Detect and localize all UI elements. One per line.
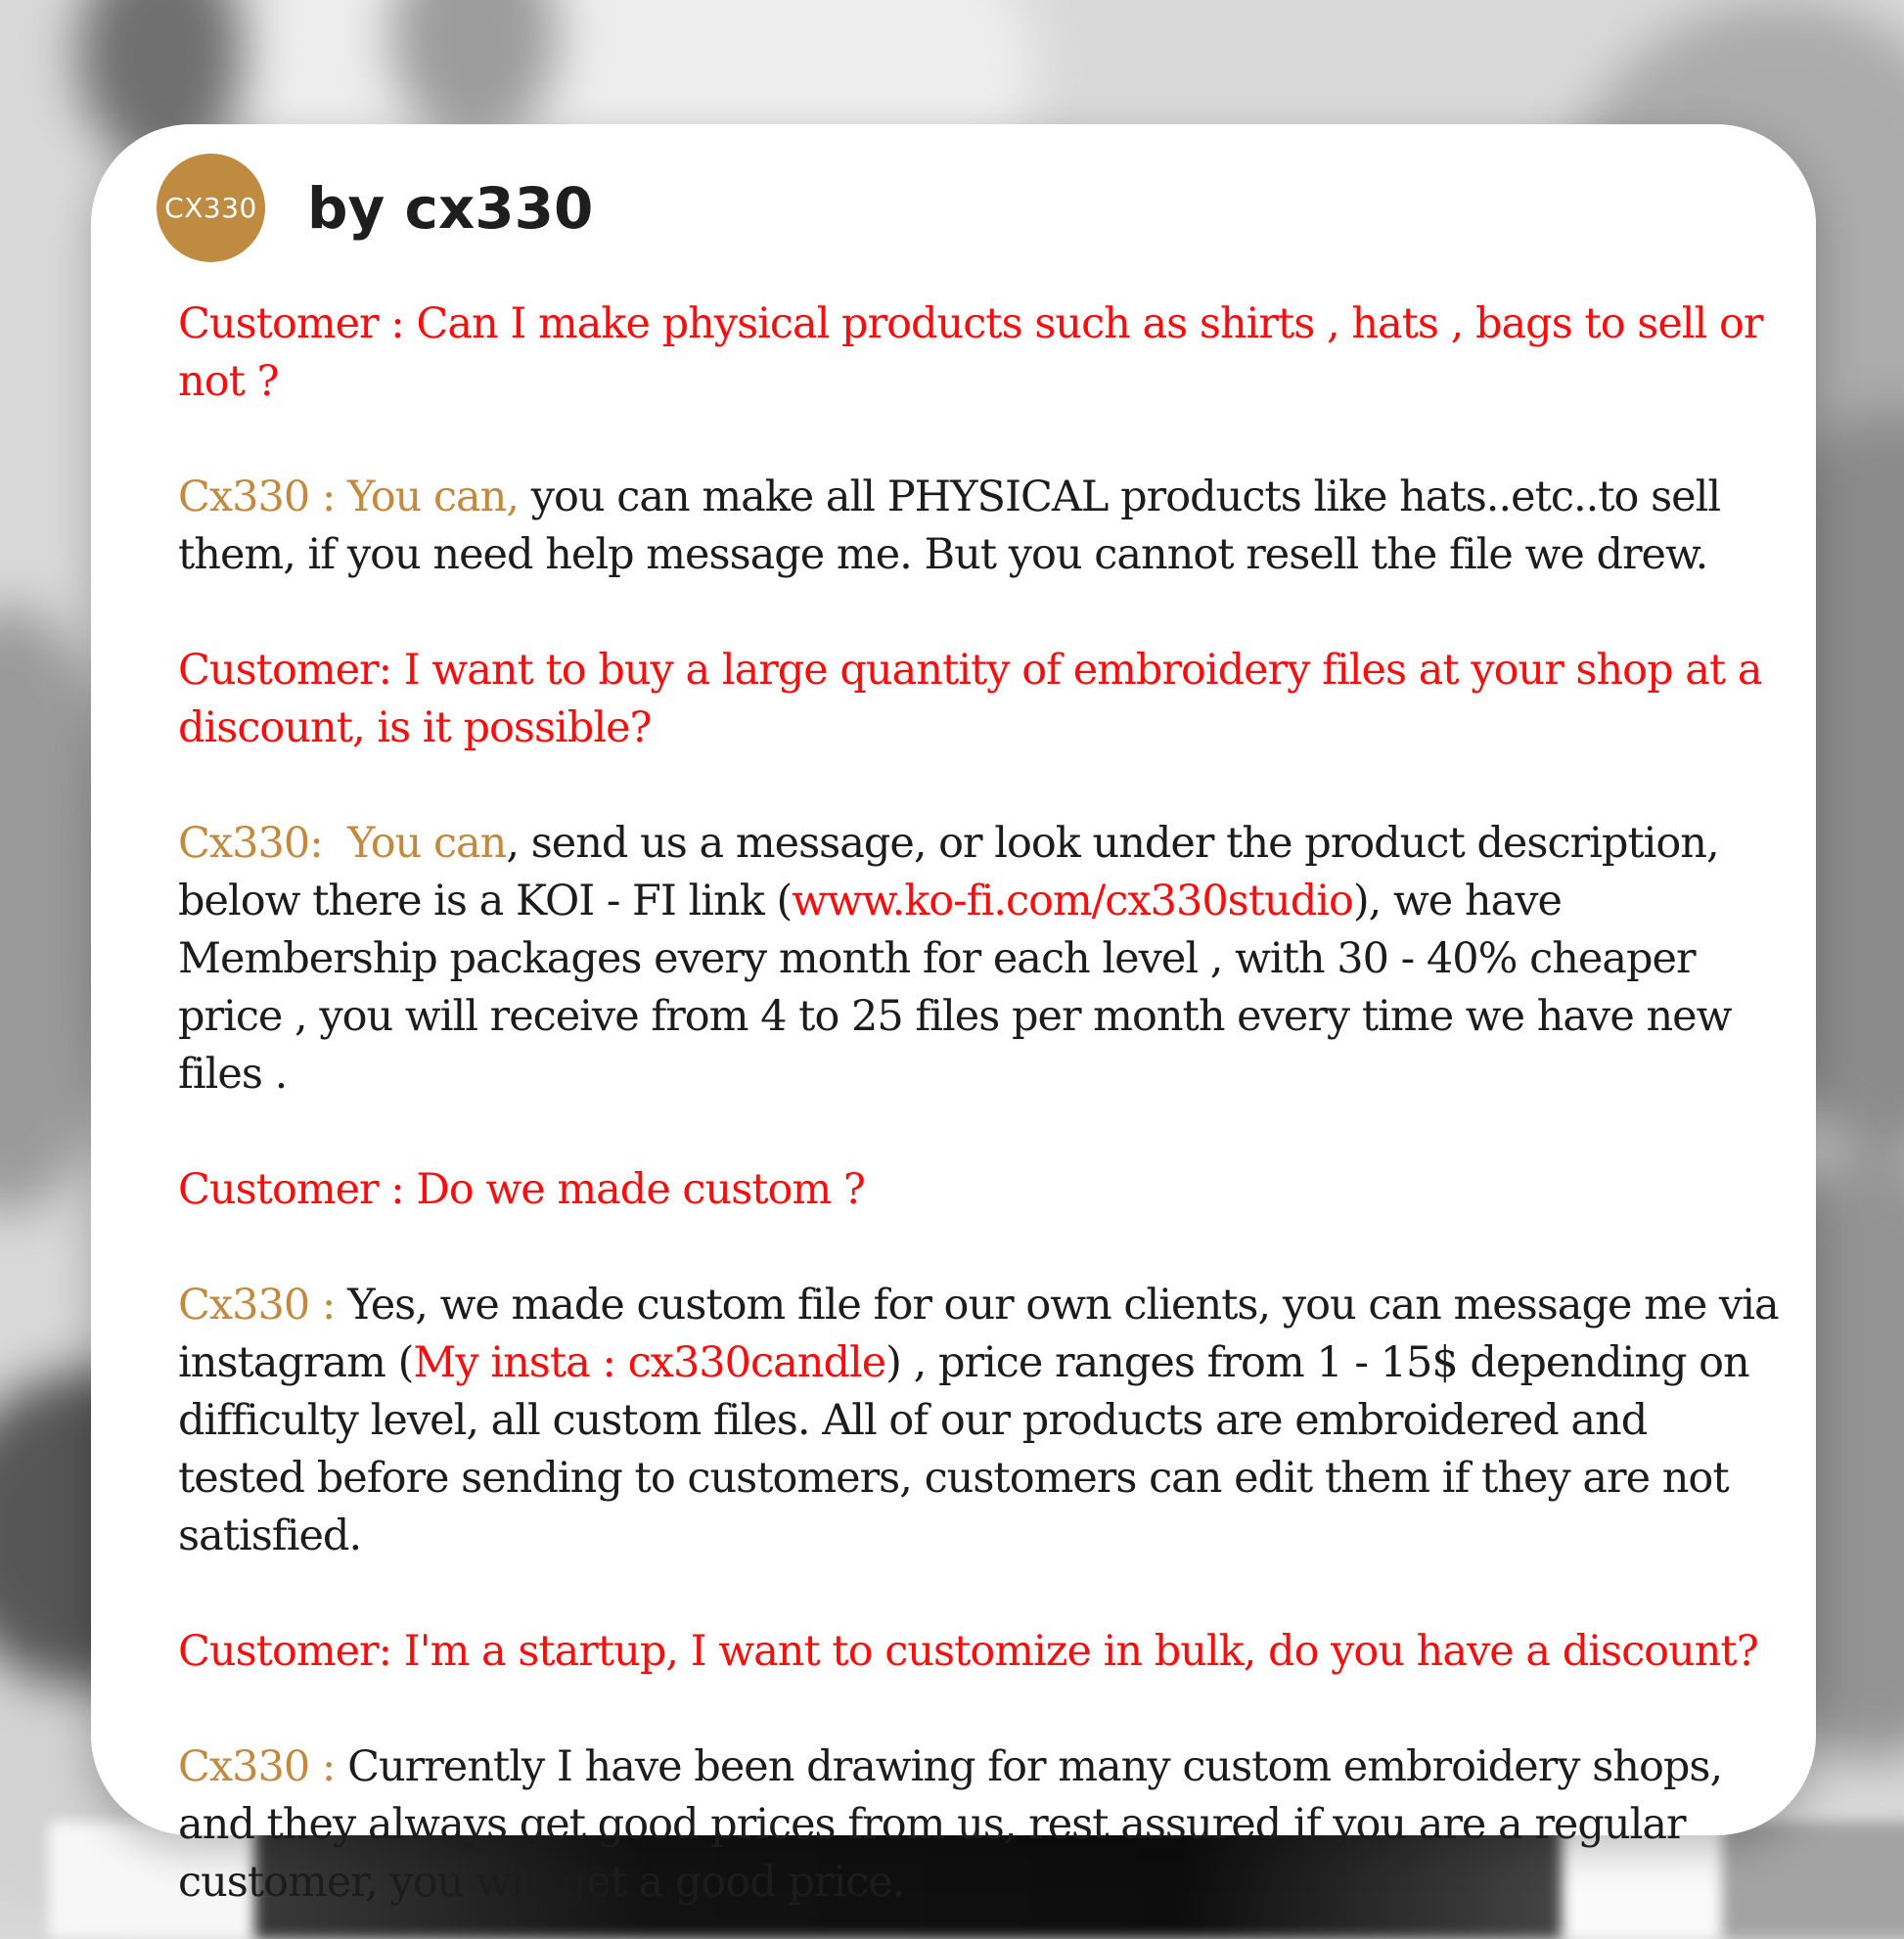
message-segment: Customer : Do we made custom ?: [178, 1165, 865, 1214]
message-segment: Customer : Can I make physical products such as shirts , hats , bags to sell or not ?: [178, 299, 1776, 406]
link-text[interactable]: My insta : cx330candle: [413, 1338, 886, 1387]
message-customer: [178, 1161, 1783, 1219]
message-customer: [178, 642, 1783, 757]
message-segment: you can make all PHYSICAL products like hats..etc..to sell them, if you need help message me. But you cannot resell the file we drew.: [178, 473, 1733, 579]
message-segment: Cx330 :: [178, 1742, 348, 1791]
link-text[interactable]: www.ko-fi.com/cx330studio: [792, 877, 1353, 925]
message-cx330: [178, 469, 1783, 584]
message-segment: Customer: I'm a startup, I want to customize in bulk, do you have a discount?: [178, 1627, 1758, 1676]
avatar: [157, 154, 265, 262]
message-customer: [178, 295, 1783, 411]
message-segment: Customer: I want to buy a large quantity of embroidery files at your shop at a discount, is it possible?: [178, 646, 1775, 752]
messages: [178, 295, 1791, 1912]
avatar-label: CX330: [164, 192, 257, 224]
message-segment: Currently I have been drawing for many custom embroidery shops, and they always get good prices from us, rest assured if you are a regular customer, you will get a good price.: [178, 1742, 1735, 1907]
page-title: by cx330: [307, 175, 594, 242]
message-segment: Cx330 : You can,: [178, 473, 520, 521]
message-customer: [178, 1623, 1783, 1681]
message-segment: , send us a message, or look under the product description, below there is a KOI - FI link (: [178, 819, 1732, 925]
message-segment: Yes, we made custom file for our own clients, you can message me via instagram (: [178, 1281, 1791, 1387]
faq-card: [91, 124, 1816, 1907]
message-cx330: [178, 1277, 1791, 1565]
message-segment: ) , price ranges from 1 - 15$ depending on difficulty level, all custom files. All of our products are embroidered and tested before sending to customers, customers can edit them if they are not satisfied.: [178, 1338, 1762, 1560]
message-cx330: [178, 1738, 1783, 1912]
message-segment: Cx330 :: [178, 1281, 348, 1330]
message-segment: ), we have Membership packages every month for each level , with 30 - 40% cheaper price , you will receive from 4 to 25 files per month every time we have new files .: [178, 877, 1745, 1099]
message-segment: Cx330: You can: [178, 819, 507, 868]
message-cx330: [178, 815, 1783, 1104]
